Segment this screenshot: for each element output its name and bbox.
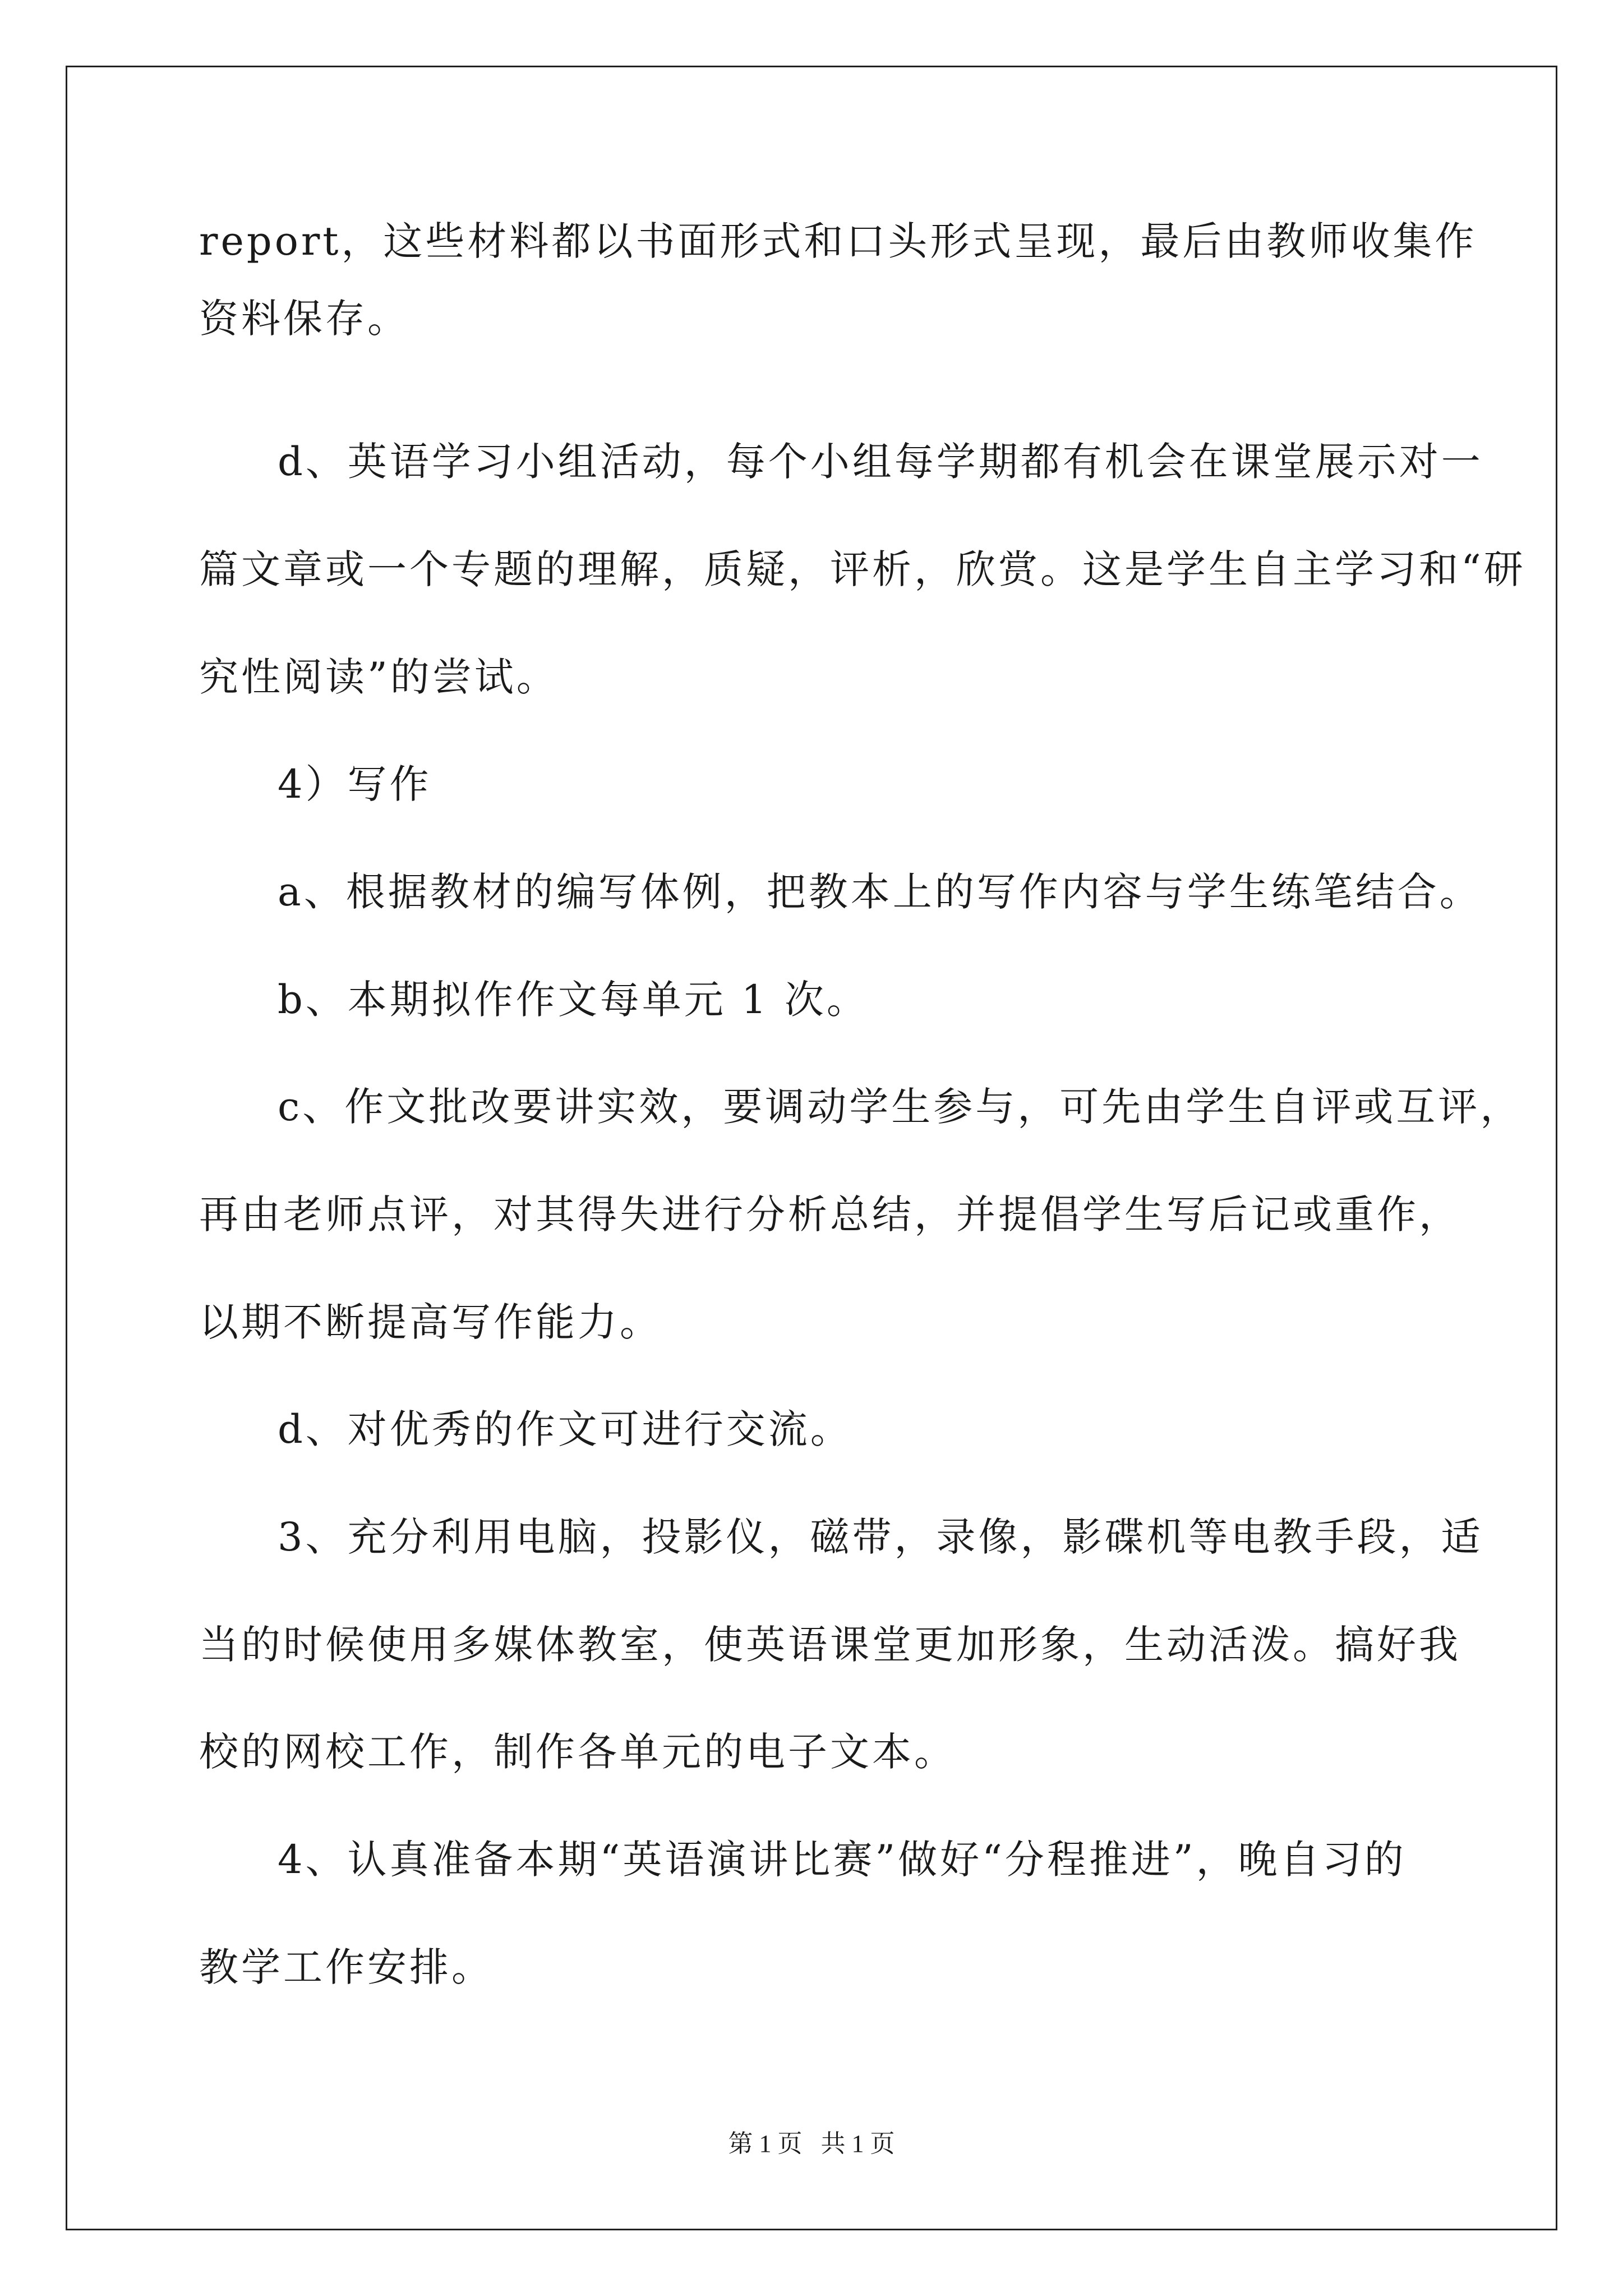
text-line: report，这些材料都以书面形式和口头形式呈现，最后由教师收集作 (199, 218, 1477, 264)
paragraph-start: 4、认真准备本期“英语演讲比赛”做好“分程推进”，晚自习的 (278, 1837, 1407, 1883)
text-line: 教学工作安排。 (199, 1944, 494, 1990)
section-heading: 4）写作 (278, 761, 432, 807)
text-line: 究性阅读”的尝试。 (199, 654, 559, 700)
paragraph-start: c、作文批改要讲实效，要调动学生参与，可先由学生自评或互评， (278, 1084, 1523, 1130)
paragraph-start: d、英语学习小组活动，每个小组每学期都有机会在课堂展示对一 (278, 439, 1483, 485)
text-line: 以期不断提高写作能力。 (199, 1299, 662, 1345)
text-line: 再由老师点评，对其得失进行分析总结，并提倡学生写后记或重作， (199, 1191, 1461, 1237)
paragraph-start: 3、充分利用电脑，投影仪，磁带，录像，影碟机等电教手段，适 (278, 1514, 1483, 1560)
text-line: 当的时候使用多媒体教室，使英语课堂更加形象，生动活泼。搞好我 (199, 1622, 1461, 1668)
paragraph-start: a、根据教材的编写体例，把教本上的写作内容与学生练笔结合。 (278, 869, 1482, 915)
text-line: 校的网校工作，制作各单元的电子文本。 (199, 1729, 956, 1775)
text-line: 资料保存。 (199, 296, 409, 342)
page-border (66, 66, 1557, 2230)
page-footer: 第 1 页 共 1 页 (728, 2130, 895, 2157)
text-line: 篇文章或一个专题的理解，质疑，评析，欣赏。这是学生自主学习和“研 (199, 546, 1526, 592)
paragraph-start: b、本期拟作作文每单元 1 次。 (278, 977, 869, 1023)
paragraph-start: d、对优秀的作文可进行交流。 (278, 1406, 852, 1452)
